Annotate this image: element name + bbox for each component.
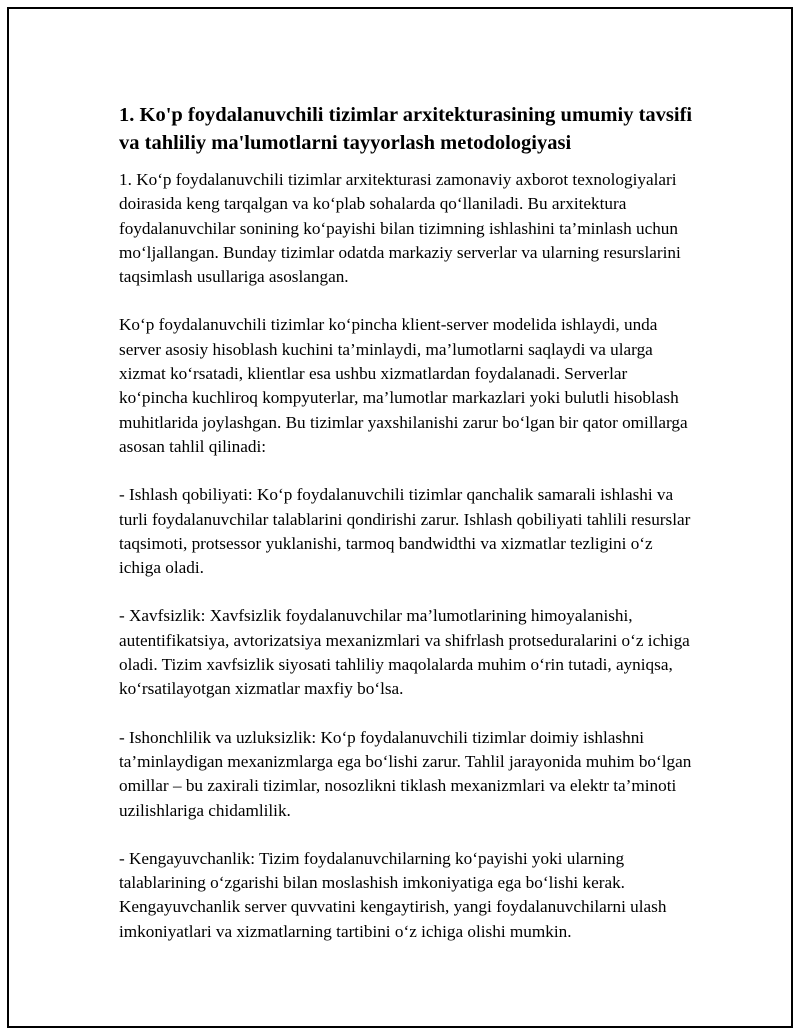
paragraph-client-server: Ko‘p foydalanuvchili tizimlar ko‘pincha klient-server modelida ishlaydi, unda server asosiy hisoblash kuchini ta’minlaydi, ma’lumotlarni saqlaydi va ularga xizmat ko‘rsatadi, klientlar esa ushbu xizmatlardan foydalanadi. Serverlar ko‘pincha kuchliroq kompyuterlar, ma’lumotlar markazlari yoki bulutli hisoblash muhitlarida joylashgan. Bu tizimlar yaxshilanishi zarur bo‘lgan bir qator omillarga asosan tahlil qilinadi: xyxy=(119,315,688,456)
paragraph-reliability: - Ishonchlilik va uzluksizlik: Ko‘p foydalanuvchili tizimlar doimiy ishlashni ta’minlaydigan mexanizmlarga ega bo‘lishi zarur. Tahlil jarayonida muhim bo‘lgan omillar – bu zaxirali tizimlar, nosozlikni tiklash mexanizmlari va elektr ta’minoti uzilishlariga chidamlilik. xyxy=(119,727,692,820)
paragraph-intro: 1. Ko‘p foydalanuvchili tizimlar arxitekturasi zamonaviy axborot texnologiyalari doirasida keng tarqalgan va ko‘plab sohalarda qo‘llaniladi. Bu arxitektura foydalanuvchilar sonining ko‘payishi bilan tizimning ishlashini ta’minlash uchun mo‘ljallangan. Bunday tizimlar odatda markaziy serverlar va ularning resurslarini taqsimlash usullariga asoslangan. xyxy=(119,170,681,287)
paragraph-security: - Xavfsizlik: Xavfsizlik foydalanuvchilar ma’lumotlarining himoyalanishi, autentifikatsiya, avtorizatsiya mexanizmlari va shifrlash protseduralarini o‘z ichiga oladi. Tizim xavfsizlik siyosati tahliliy maqolalarda muhim o‘rin tutadi, ayniqsa, ko‘rsatilayotgan xizmatlar maxfiy bo‘lsa. xyxy=(119,606,690,699)
page-frame xyxy=(7,7,793,1028)
document-title: 1. Ko'p foydalanuvchili tizimlar arxitekturasining umumiy tavsifi va tahliliy ma'lumotlarni tayyorlash metodologiyasi xyxy=(119,104,693,154)
paragraph-scalability: - Kengayuvchanlik: Tizim foydalanuvchilarning ko‘payishi yoki ularning talablarining o‘zgarishi bilan moslashish imkoniyatiga ega bo‘lishi kerak. Kengayuvchanlik server quvvatini kengaytirish, yangi foydalanuvchilarni ulash imkoniyatlari va xizmatlarning tartibini o‘z ichiga olishi mumkin. xyxy=(119,848,667,941)
document-body xyxy=(119,101,694,968)
paragraph-performance: - Ishlash qobiliyati: Ko‘p foydalanuvchili tizimlar qanchalik samarali ishlashi va turli foydalanuvchilar talablarini qondirishi zarur. Ishlash qobiliyati tahlili resurslar taqsimoti, protsessor yuklanishi, tarmoq bandwidthi va xizmatlar tezligini o‘z ichiga oladi. xyxy=(119,485,691,578)
